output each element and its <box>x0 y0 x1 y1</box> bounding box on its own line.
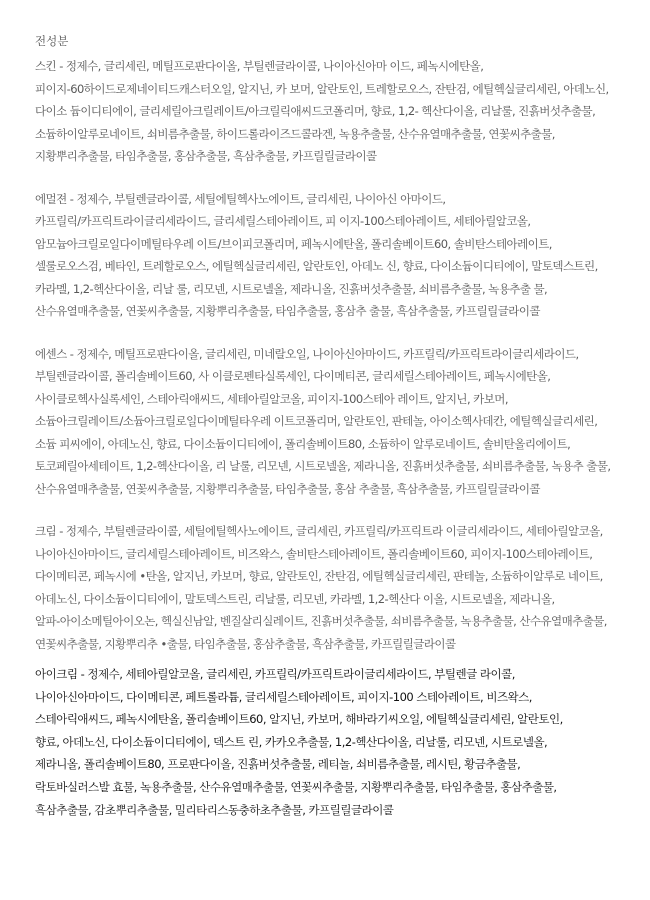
ingredient-line: 나이아신아마이드, 다이메티콘, 페트롤라튬, 글리세릴스테아레이트, 피이지-100 스테아레이트, 비즈왁스, <box>35 689 532 704</box>
essence-ingredients <box>35 343 642 501</box>
ingredient-line: 셀룰로오스검, 베타인, 트레할로오스, 에틸헥실글리세린, 알란토인, 아데노 신, 향료, 다이소듐이디티에이, 말토덱스트린, <box>35 259 598 273</box>
ingredient-line: 락토바실러스발 효물, 녹용추출물, 산수유열매추출물, 연꽃씨추출물, 지황뿌리추출물, 타임추출물, 홍삼추출물, <box>35 779 557 794</box>
ingredient-line: 소듐 피씨에이, 아데노신, 향료, 다이소듐이디티에이, 폴리솔베이트80, 소듐하이 알루로네이트, 솔비탄올리에이트, <box>35 436 571 451</box>
ingredient-line: 카라멜, 1,2-헥산다이올, 리날 룰, 리모넨, 시트로넬올, 제라니올, 진흙버섯추출물, 쇠비름추출물, 녹용추출 물, <box>35 281 548 296</box>
eye-cream-ingredients <box>35 663 642 821</box>
ingredient-line: 아이크림 - 정제수, 세테아릴알코올, 글리세린, 카프릴릭/카프릭트라이글리세라이드, 부틸렌글 라이콜, <box>35 667 515 681</box>
ingredient-line: 에멀젼 - 정제수, 부틸렌글라이콜, 세틸에틸헥사노에이트, 글리세린, 나이아신 아마이드, <box>35 191 446 206</box>
ingredient-line: 다이메티콘, 페녹시에 •탄올, 알지닌, 카보머, 향료, 알란토인, 잔탄검, 에틸헥실글리세린, 판테놀, 소듐하이알루로 네이트, <box>35 569 603 583</box>
page-title: 전성분 <box>35 34 69 48</box>
emulsion-ingredients <box>35 188 642 323</box>
ingredient-line: 향료, 아데노신, 다이소듐이디티에이, 덱스트 린, 카카오추출물, 1,2-헥산다이올, 리날룰, 리모넨, 시트로넬올, <box>35 734 548 749</box>
ingredient-line: 피이지-60하이드로제네이티드캐스터오일, 알지닌, 카 보머, 알란토인, 트레할로오스, 잔탄검, 에틸헥실글리세린, 아데노신, <box>35 81 609 96</box>
ingredient-line: 스테아릭애씨드, 페녹시에탄올, 폴리솔베이트60, 알지닌, 카보머, 해바라기씨오일, 에틸헥실글리세린, 알란토인, <box>35 712 563 727</box>
ingredient-line: 소듐아크릴레이트/소듐아크릴로일다이메틸타우레 이트코폴리머, 알란토인, 판테놀, 아이소헥사데칸, 에틸헥실글리세린, <box>35 414 598 428</box>
ingredient-line: 부틸렌글라이콜, 폴리솔베이트60, 사 이클로펜타실록세인, 다이메티콘, 글리세릴스테아레이트, 페녹시에탄올, <box>35 369 551 383</box>
ingredient-line: 다이소 듐이디티에이, 글리세릴아크릴레이트/아크릴릭애씨드코폴리머, 향료, 1,2- 헥산다이올, 리날룰, 진흙버섯추출물, <box>35 104 596 118</box>
ingredient-line: 에센스 - 정제수, 메틸프로판다이올, 글리세린, 미네랄오일, 나이아신아마이드, 카프릴릭/카프릭트라이글리세라이드, <box>35 346 579 361</box>
ingredient-line: 아데노신, 다이소듐이디티에이, 말토덱스트린, 리날룰, 리모넨, 카라멜, 1,2-헥산다 이올, 시트로넬올, 제라니올, <box>35 591 555 606</box>
cream-ingredients <box>35 520 642 655</box>
ingredient-line: 알파-아이소메틸아이오논, 헥실신남알, 벤질살리실레이트, 진흙버섯추출물, 쇠비름추출물, 녹용추출물, 산수유열매추출물, <box>35 614 607 628</box>
ingredient-line: 흑삼추출물, 감초뿌리추출물, 밀리타리스동충하초추출물, 카프릴릴글라이콜 <box>35 802 394 817</box>
ingredient-line: 사이클로헥사실록세인, 스테아릭애씨드, 세테아릴알코올, 피이지-100스테아 레이트, 알지닌, 카보머, <box>35 391 508 406</box>
ingredient-line: 나이아신아마이드, 글리세릴스테아레이트, 비즈왁스, 솔비탄스테아레이트, 폴리솔베이트60, 피이지-100스테아레이트, <box>35 546 593 561</box>
ingredient-line: 크림 - 정제수, 부틸렌글라이콜, 세틸에틸헥사노에이트, 글리세린, 카프릴릭/카프릭트라 이글리세라이드, 세테아릴알코올, <box>35 524 603 538</box>
ingredient-line: 암모늄아크릴로일다이메틸타우레 이트/브이피코폴리머, 페녹시에탄올, 폴리솔베이트60, 솔비탄스테아레이트, <box>35 236 552 251</box>
ingredient-line: 카프릴릭/카프릭트라이글리세라이드, 글리세릴스테아레이트, 피 이지-100스테아레이트, 세테아릴알코올, <box>35 214 531 228</box>
ingredient-line: 지황뿌리추출물, 타임추출물, 홍삼추출물, 흑삼추출물, 카프릴릴글라이콜 <box>35 149 377 163</box>
ingredient-line: 산수유열매추출물, 연꽃씨추출물, 지황뿌리추출물, 타임추출물, 홍삼추 출물, 흑삼추출물, 카프릴릴글라이콜 <box>35 304 540 318</box>
ingredient-line: 소듐하이알루로네이트, 쇠비름추출물, 하이드롤라이즈드콜라겐, 녹용추출물, 산수유열매추출물, 연꽃씨추출물, <box>35 126 555 141</box>
ingredient-line: 토코페릴아세테이트, 1,2-헥산다이올, 리 날룰, 리모넨, 시트로넬올, 제라니올, 진흙버섯추출물, 쇠비름추출물, 녹용추 출물, <box>35 459 611 473</box>
ingredient-line: 스킨 - 정제수, 글리세린, 메틸프로판다이올, 부틸렌글라이콜, 나이아신아마 이드, 페녹시에탄올, <box>35 59 484 73</box>
ingredient-line: 제라니올, 폴리솔베이트80, 프로판다이올, 진흙버섯추출물, 레티놀, 쇠비름추출물, 레시틴, 황금추출물, <box>35 757 521 772</box>
ingredient-line: 연꽃씨추출물, 지황뿌리추 •출물, 타임추출물, 홍삼추출물, 흑삼추출물, 카프릴릴글라이콜 <box>35 636 456 651</box>
skin-ingredients <box>35 55 642 168</box>
ingredient-line: 산수유열매추출물, 연꽃씨추출물, 지황뿌리추출물, 타임추출물, 홍삼 추출물, 흑삼추출물, 카프릴릴글라이콜 <box>35 481 540 496</box>
